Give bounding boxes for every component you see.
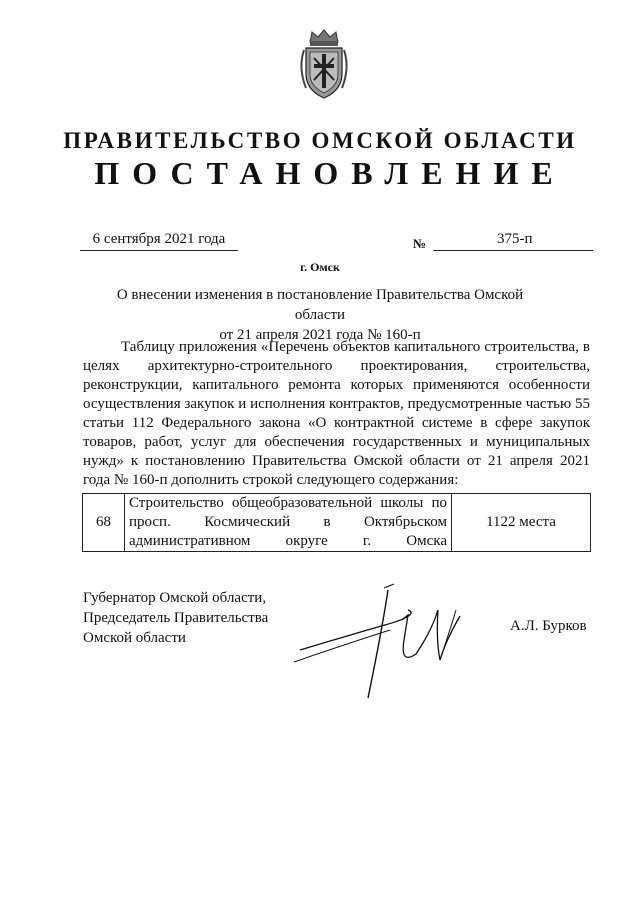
body-paragraph: Таблицу приложения «Перечень объектов капитального строительства, в целях архитектурно-строительного проектирования, строительства, реконструкции, капитального ремонта которых применяются особенности осуществления закупок и исполнения контрактов, предусмотренные частью 55 статьи 112 Федерального закона «О контрактной системе в сфере закупок товаров, работ, услуг для обеспечения государственных и муниципальных нужд» к постановлению Правительства Омской области от 21 апреля 2021 года № 160-п дополнить строкой следующего содержания: bbox=[83, 339, 590, 488]
row-description: Строительство общеобразовательной школы по просп. Космический в Октябрьском административном округе г. Омска bbox=[129, 495, 447, 549]
appendix-table bbox=[82, 493, 591, 552]
signer-title-line-3: Омской области bbox=[83, 630, 186, 646]
number-field bbox=[433, 230, 593, 251]
row-description-cell bbox=[125, 494, 452, 552]
row-capacity-cell: 1122 места bbox=[452, 494, 591, 552]
subject-line-1: О внесении изменения в постановление Правительства Омской области bbox=[116, 287, 524, 323]
row-number-cell: 68 bbox=[83, 494, 125, 552]
date-field bbox=[80, 230, 238, 251]
signer-title-line-2: Председатель Правительства bbox=[83, 610, 269, 626]
handwritten-signature bbox=[290, 580, 510, 700]
city-label: г. Омск bbox=[300, 260, 340, 274]
document-subject bbox=[90, 285, 550, 345]
signer-name: А.Л. Бурков bbox=[510, 618, 587, 634]
signer-title bbox=[83, 588, 268, 648]
document-date: 6 сентября 2021 года bbox=[92, 231, 226, 247]
organization-title: ПРАВИТЕЛЬСТВО ОМСКОЙ ОБЛАСТИ bbox=[63, 128, 577, 153]
signer-title-line-1: Губернатор Омской области, bbox=[83, 590, 267, 606]
number-sign: № bbox=[413, 236, 427, 251]
document-number: 375-п bbox=[497, 231, 533, 247]
document-type-title: ПОСТАНОВЛЕНИЕ bbox=[94, 155, 566, 191]
table-row bbox=[83, 494, 591, 552]
subject-line-2: от 21 апреля 2021 года № 160-п bbox=[219, 327, 421, 343]
coat-of-arms-icon bbox=[296, 28, 352, 100]
